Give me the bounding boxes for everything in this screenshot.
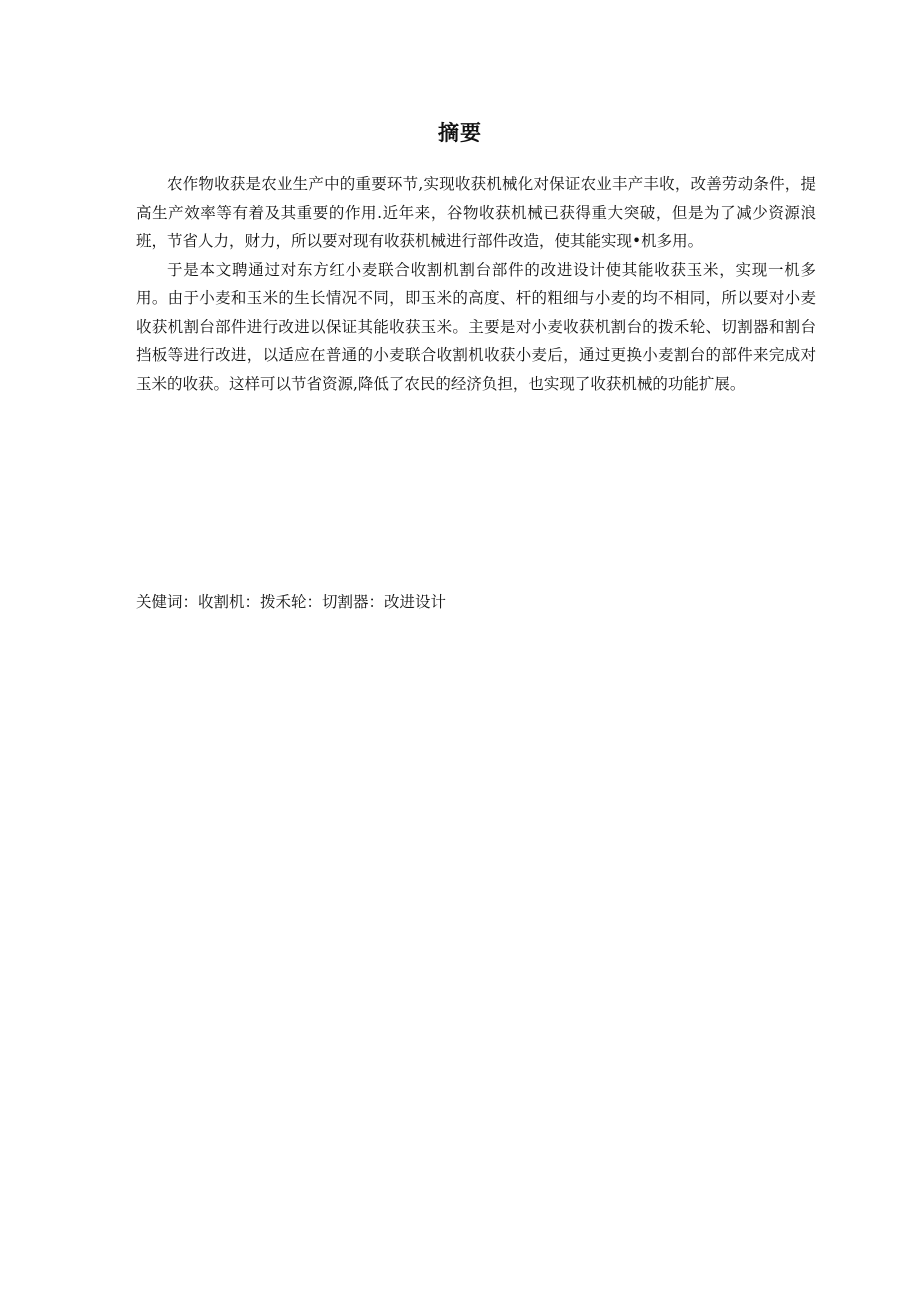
abstract-paragraph-2: 于是本文聘通过对东方红小麦联合收割机割台部件的改进设计使其能收获玉米，实现一机多用。由于小麦和玉米的生长情况不同，即玉米的高度、杆的粗细与小麦的均不相同，所以要对小麦收获机割台部件进行改进以保证其能收获玉米。主要是对小麦收获机割台的拨禾轮、切割器和割台挡板等进行改进，以适应在普通的小麦联合收割机收获小麦后，通过更换小麦割台的部件来完成对玉米的收获。这样可以节省资源,降低了农民的经济负担，也实现了收获机械的功能扩展。 (136, 260, 816, 393)
abstract-paragraph-1: 农作物收获是农业生产中的重要环节,实现收获机械化对保证农业丰产丰收，改善劳动条件，提高生产效率等有着及其重要的作用.近年来，谷物收获机械已获得重大突破，但是为了减少资源浪班，节省人力，财力，所以要对现有收获机械进行部件改造，使其能实现•机多用。 (136, 175, 816, 250)
abstract-body (136, 170, 816, 398)
keywords-line: 关健词：收割机：拨禾轮：切割器：改进设计 (136, 593, 447, 611)
abstract-title: 摘要 (438, 121, 482, 145)
